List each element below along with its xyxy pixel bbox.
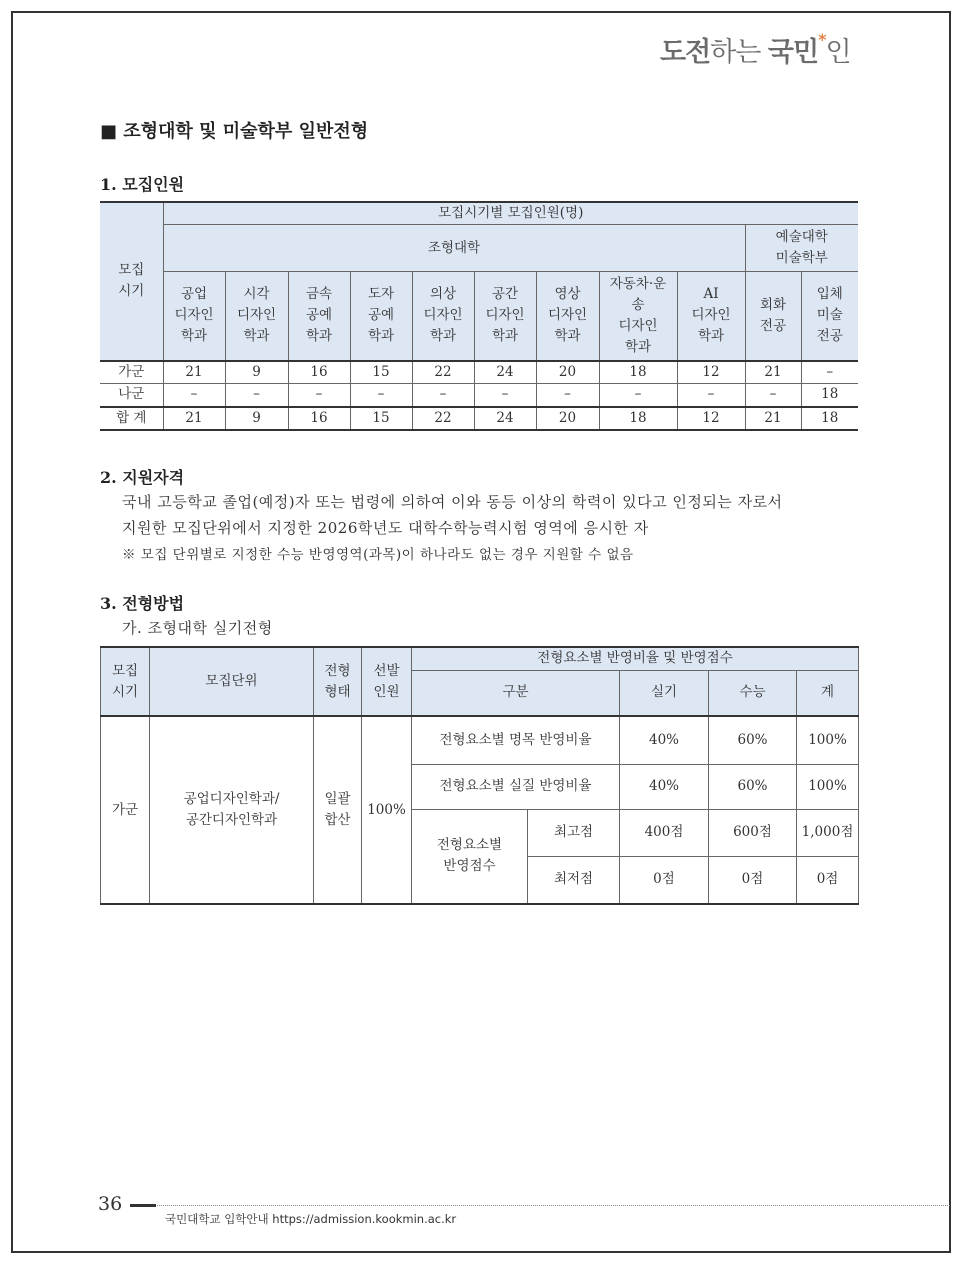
footer-rule xyxy=(130,1204,156,1207)
table-cell: – xyxy=(225,384,288,407)
table-cell: 24 xyxy=(474,361,536,384)
table-cell: 15 xyxy=(350,361,412,384)
selection-method-table xyxy=(100,646,859,905)
top-header: 모집시기별 모집인원(명) xyxy=(163,202,858,225)
row-label: 나군 xyxy=(100,384,163,407)
table-cell: – xyxy=(350,384,412,407)
cell-practical: 40% xyxy=(620,716,709,764)
recruitment-table xyxy=(100,201,858,431)
header-select: 선발 인원 xyxy=(362,647,412,716)
header-csat: 수능 xyxy=(709,670,797,716)
column-header: 의상 디자인 학과 xyxy=(412,272,474,361)
section-heading-recruitment: 1. 모집인원 xyxy=(100,175,185,194)
row-label: 전형요소별 명목 반영비율 xyxy=(412,716,620,764)
group-header-arts: 예술대학 미술학부 xyxy=(745,225,858,272)
column-header: 시각 디자인 학과 xyxy=(225,272,288,361)
table-cell: 21 xyxy=(745,361,801,384)
column-header: 자동차·운 송 디자인 학과 xyxy=(599,272,677,361)
header-unit: 모집단위 xyxy=(150,647,314,716)
footer-dotted-line xyxy=(157,1205,950,1206)
cell-unit: 공업디자인학과/ 공간디자인학과 xyxy=(150,716,314,904)
section-heading-eligibility: 2. 지원자격 xyxy=(100,468,185,487)
header-type: 전형 형태 xyxy=(314,647,362,716)
column-header: AI 디자인 학과 xyxy=(677,272,745,361)
method-subheading: 가. 조형대학 실기전형 xyxy=(122,619,273,637)
header-group: 전형요소별 반영비율 및 반영점수 xyxy=(412,647,859,670)
table-cell: 21 xyxy=(745,407,801,430)
table-cell: – xyxy=(745,384,801,407)
table-cell: 22 xyxy=(412,407,474,430)
cell-practical: 0점 xyxy=(620,856,709,904)
footer-text: 국민대학교 입학안내 https://admission.kookmin.ac.kr xyxy=(165,1212,457,1226)
cell-total: 1,000점 xyxy=(797,809,859,856)
header-total: 계 xyxy=(797,670,859,716)
score-label: 전형요소별 반영점수 xyxy=(412,809,528,904)
cell-practical: 400점 xyxy=(620,809,709,856)
table-cell: – xyxy=(412,384,474,407)
column-header: 회화 전공 xyxy=(745,272,801,361)
row-label: 가군 xyxy=(100,361,163,384)
column-header: 입체 미술 전공 xyxy=(801,272,858,361)
section-heading-method: 3. 전형방법 xyxy=(100,594,185,613)
column-header: 금속 공예 학과 xyxy=(288,272,350,361)
header-period: 모집 시기 xyxy=(101,647,150,716)
cell-total: 100% xyxy=(797,764,859,809)
table-cell: 12 xyxy=(677,407,745,430)
table-cell: 20 xyxy=(536,407,599,430)
table-cell: 18 xyxy=(801,407,858,430)
table-cell: 12 xyxy=(677,361,745,384)
cell-csat: 60% xyxy=(709,764,797,809)
page-number: 36 xyxy=(98,1193,123,1215)
table-cell: 18 xyxy=(599,407,677,430)
cell-csat: 600점 xyxy=(709,809,797,856)
table-cell: – xyxy=(474,384,536,407)
table-cell: 21 xyxy=(163,407,225,430)
table-cell: 9 xyxy=(225,407,288,430)
table-cell: 24 xyxy=(474,407,536,430)
group-header-design: 조형대학 xyxy=(163,225,745,272)
eligibility-text-2: 지원한 모집단위에서 지정한 2026학년도 대학수학능력시험 영역에 응시한 자 xyxy=(122,519,649,537)
cell-csat: 60% xyxy=(709,716,797,764)
table-row xyxy=(100,361,858,384)
table-cell: 22 xyxy=(412,361,474,384)
slogan-logo: 도전하는 국민*인 xyxy=(660,30,851,68)
table-cell: – xyxy=(288,384,350,407)
column-header: 도자 공예 학과 xyxy=(350,272,412,361)
table-cell: 20 xyxy=(536,361,599,384)
cell-total: 0점 xyxy=(797,856,859,904)
header-division: 구분 xyxy=(412,670,620,716)
column-header: 공간 디자인 학과 xyxy=(474,272,536,361)
table-cell: – xyxy=(599,384,677,407)
column-header: 공업 디자인 학과 xyxy=(163,272,225,361)
row-label: 합 계 xyxy=(100,407,163,430)
table-cell: 16 xyxy=(288,407,350,430)
table-cell: – xyxy=(536,384,599,407)
table-cell: 21 xyxy=(163,361,225,384)
table-cell: – xyxy=(163,384,225,407)
table-cell: 15 xyxy=(350,407,412,430)
row-label: 최저점 xyxy=(528,856,620,904)
column-header: 영상 디자인 학과 xyxy=(536,272,599,361)
cell-select: 100% xyxy=(362,716,412,904)
table-cell: 16 xyxy=(288,361,350,384)
cell-period: 가군 xyxy=(101,716,150,904)
table-cell: – xyxy=(801,361,858,384)
table-row xyxy=(100,407,858,430)
table-cell: 18 xyxy=(599,361,677,384)
row-label: 최고점 xyxy=(528,809,620,856)
corner-header: 모집 시기 xyxy=(100,202,163,361)
table-cell: 9 xyxy=(225,361,288,384)
table-cell: – xyxy=(677,384,745,407)
cell-practical: 40% xyxy=(620,764,709,809)
cell-total: 100% xyxy=(797,716,859,764)
eligibility-note: ※ 모집 단위별로 지정한 수능 반영영역(과목)이 하나라도 없는 경우 지원할 수 없음 xyxy=(122,547,634,563)
cell-type: 일괄 합산 xyxy=(314,716,362,904)
eligibility-text-1: 국내 고등학교 졸업(예정)자 또는 법령에 의하여 이와 동등 이상의 학력이 있다고 인정되는 자로서 xyxy=(122,493,783,511)
cell-csat: 0점 xyxy=(709,856,797,904)
table-cell: 18 xyxy=(801,384,858,407)
header-practical: 실기 xyxy=(620,670,709,716)
table-row xyxy=(100,384,858,407)
row-label: 전형요소별 실질 반영비율 xyxy=(412,764,620,809)
page-title: ■ 조형대학 및 미술학부 일반전형 xyxy=(100,121,369,142)
